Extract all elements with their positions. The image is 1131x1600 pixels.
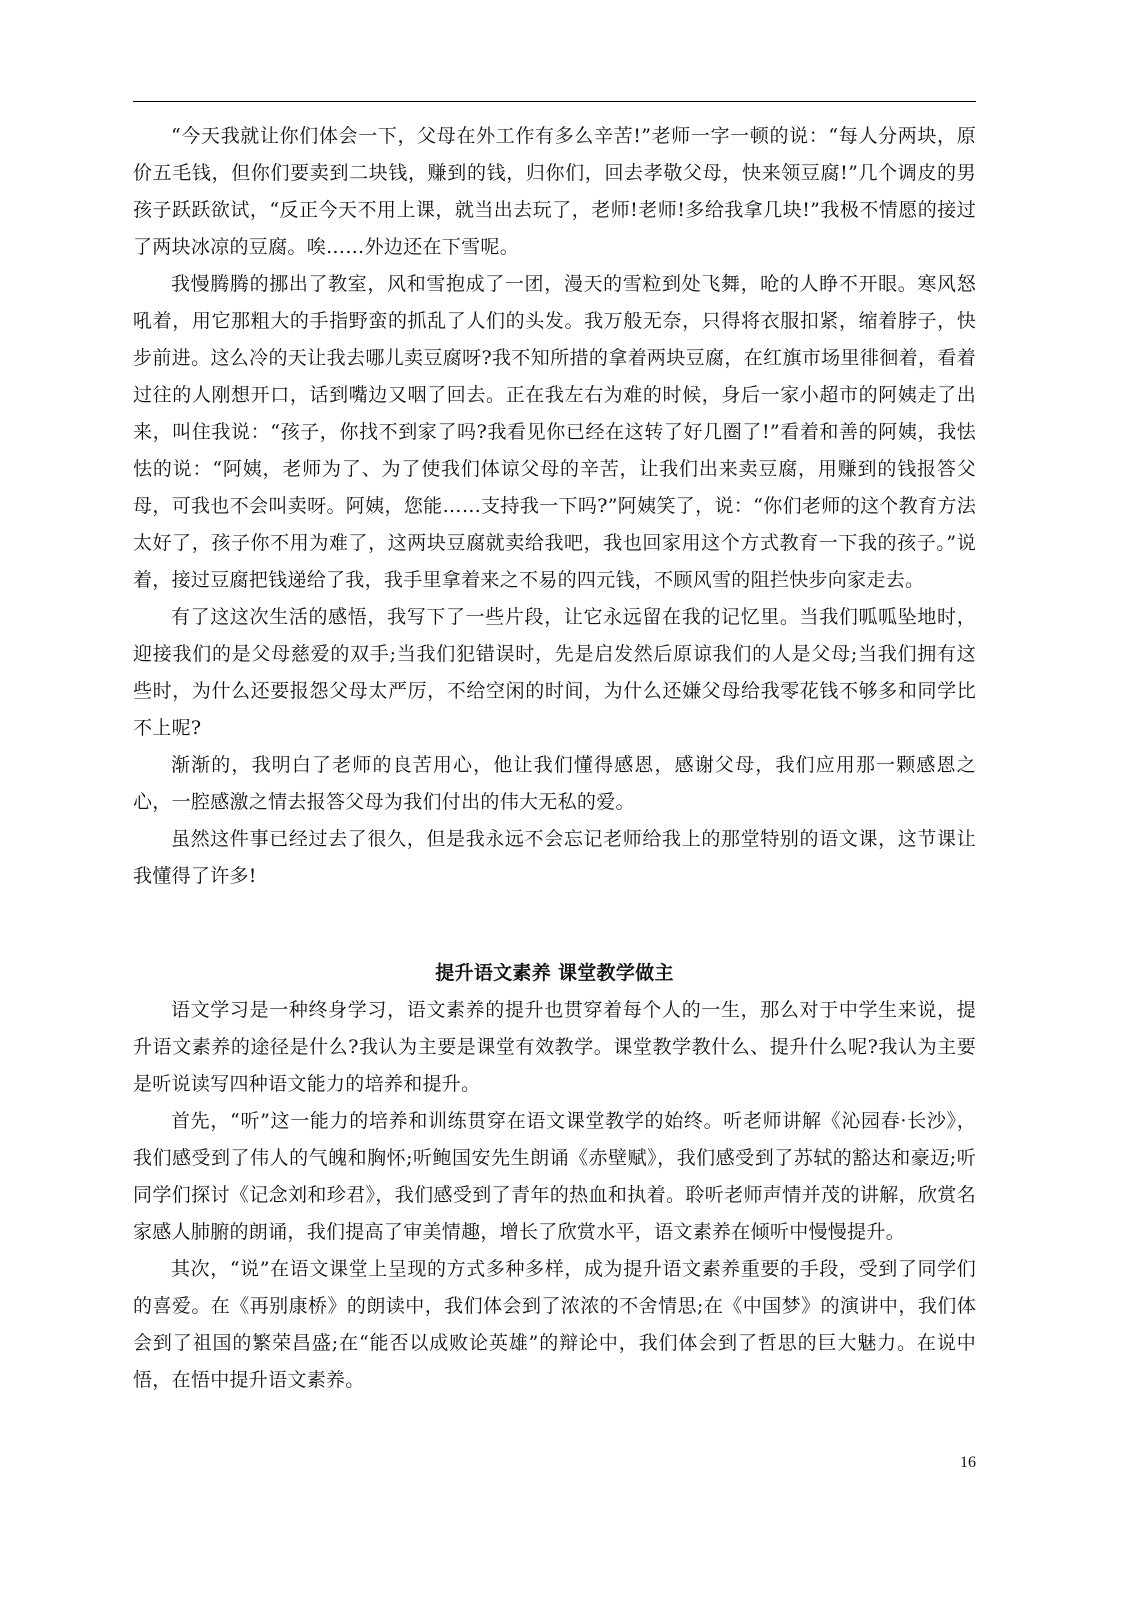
page-number: 16 — [960, 1454, 976, 1471]
header-rule — [133, 101, 976, 102]
essay-paragraph-1: 语文学习是一种终身学习，语文素养的提升也贯穿着每个人的一生，那么对于中学生来说，提升语文素养的途径是什么?我认为主要是课堂有效教学。课堂教学教什么、提升什么呢?我认为主要是听说读写四种语文能力的培养和提升。 — [133, 999, 976, 1095]
essay-title: 提升语文素养 课堂教学做主 — [435, 962, 674, 984]
story-paragraph-4: 渐渐的，我明白了老师的良苦用心，他让我们懂得感恩，感谢父母，我们应用那一颗感恩之心，一腔感激之情去报答父母为我们付出的伟大无私的爱。 — [133, 754, 976, 813]
story-paragraph-2: 我慢腾腾的挪出了教室，风和雪抱成了一团，漫天的雪粒到处飞舞，呛的人睁不开眼。寒风怒吼着，用它那粗大的手指野蛮的抓乱了人们的头发。我万般无奈，只得将衣服扣紧，缩着脖子，快步前进。这么冷的天让我去哪儿卖豆腐呀?我不知所措的拿着两块豆腐，在红旗市场里徘徊着，看着过往的人刚想开口，话到嘴边又咽了回去。正在我左右为难的时候，身后一家小超市的阿姨走了出来，叫住我说：“孩子，你找不到家了吗?我看见你已经在这转了好几圈了!”看着和善的阿姨，我怯怯的说：“阿姨，老师为了、为了使我们体谅父母的辛苦，让我们出来卖豆腐，用赚到的钱报答父母，可我也不会叫卖呀。阿姨，您能……支持我一下吗?”阿姨笑了，说：“你们老师的这个教育方法太好了，孩子你不用为难了，这两块豆腐就卖给我吧，我也回家用这个方式教育一下我的孩子。”说着，接过豆腐把钱递给了我，我手里拿着来之不易的四元钱，不顾风雪的阻拦快步向家走去。 — [133, 273, 976, 591]
page-content — [133, 118, 976, 1399]
story-paragraph-5: 虽然这件事已经过去了很久，但是我永远不会忘记老师给我上的那堂特别的语文课，这节课让我懂得了许多! — [133, 828, 976, 887]
story-paragraph-3: 有了这这次生活的感悟，我写下了一些片段，让它永远留在我的记忆里。当我们呱呱坠地时，迎接我们的是父母慈爱的双手;当我们犯错误时，先是启发然后原谅我们的人是父母;当我们拥有这些时，为什么还要报怨父母太严厉，不给空闲的时间，为什么还嫌父母给我零花钱不够多和同学比不上呢? — [133, 606, 976, 739]
essay-paragraph-3: 其次，“说”在语文课堂上呈现的方式多种多样，成为提升语文素养重要的手段，受到了同学们的喜爱。在《再别康桥》的朗读中，我们体会到了浓浓的不舍情思;在《中国梦》的演讲中，我们体会到了祖国的繁荣昌盛;在“能否以成败论英雄”的辩论中，我们体会到了哲思的巨大魅力。在说中悟，在悟中提升语文素养。 — [133, 1258, 976, 1391]
essay-paragraph-2: 首先，“听”这一能力的培养和训练贯穿在语文课堂教学的始终。听老师讲解《沁园春·长沙》，我们感受到了伟人的气魄和胸怀;听鲍国安先生朗诵《赤壁赋》，我们感受到了苏轼的豁达和豪迈;听同学们探讨《记念刘和珍君》，我们感受到了青年的热血和执着。聆听老师声情并茂的讲解，欣赏名家感人肺腑的朗诵，我们提高了审美情趣，增长了欣赏水平，语文素养在倾听中慢慢提升。 — [133, 1110, 976, 1243]
section-gap — [133, 895, 976, 955]
story-paragraph-1: “今天我就让你们体会一下，父母在外工作有多么辛苦!”老师一字一顿的说：“每人分两块，原价五毛钱，但你们要卖到二块钱，赚到的钱，归你们，回去孝敬父母，快来领豆腐!”几个调皮的男孩子跃跃欲试，“反正今天不用上课，就当出去玩了，老师!老师!多给我拿几块!”我极不情愿的接过了两块冰凉的豆腐。唉……外边还在下雪呢。 — [133, 125, 976, 258]
